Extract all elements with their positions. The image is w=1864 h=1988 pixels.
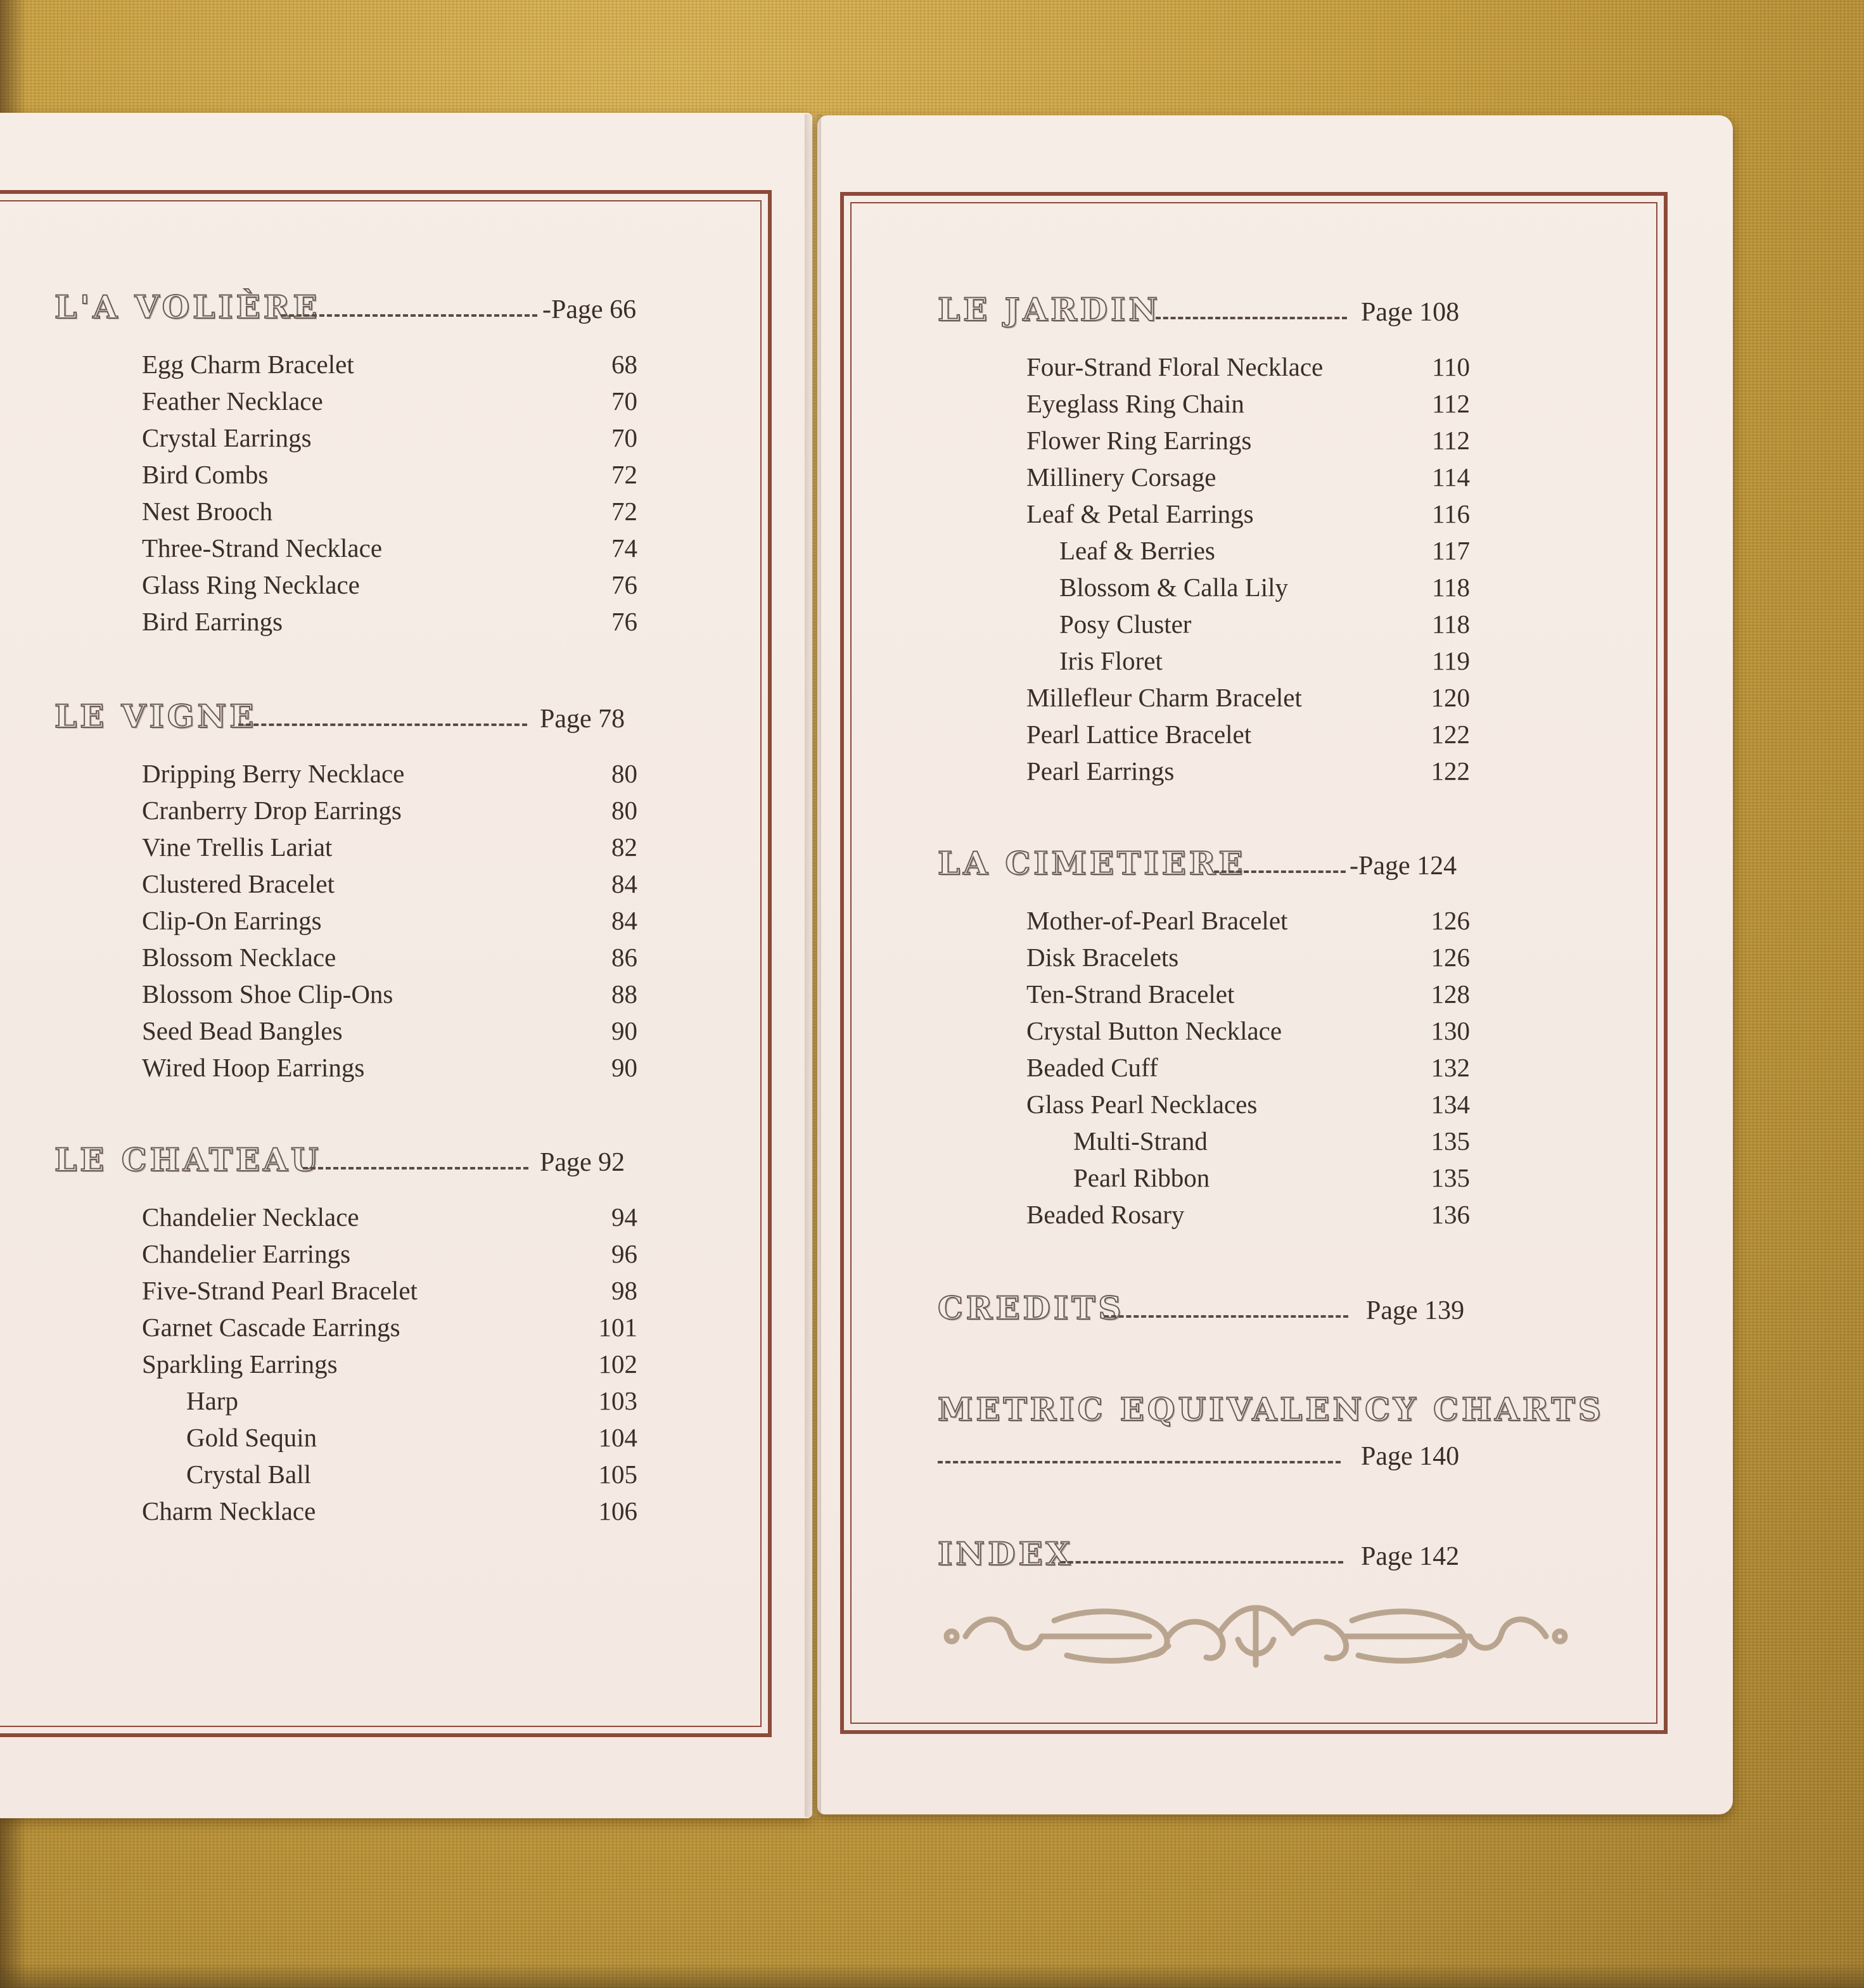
toc-entry[interactable] (1026, 941, 1470, 973)
toc-entry[interactable] (142, 758, 637, 789)
toc-entry[interactable] (1026, 1199, 1470, 1230)
toc-entry[interactable] (142, 941, 637, 973)
section-heading (938, 1387, 1604, 1428)
toc-entry[interactable] (142, 794, 637, 826)
entry-page-number: 132 (1431, 1053, 1470, 1082)
entry-title: Pearl Ribbon (1073, 1163, 1210, 1192)
entry-page-number: 88 (611, 979, 637, 1009)
dotted-leader (281, 314, 537, 317)
entry-title: Bird Combs (142, 460, 269, 489)
dotted-leader (1156, 317, 1347, 319)
entry-page-number: 72 (611, 497, 637, 526)
entry-title: Dripping Berry Necklace (142, 759, 405, 788)
entry-title: Chandelier Earrings (142, 1239, 351, 1268)
entry-page-number: 118 (1432, 609, 1470, 639)
entry-title: Sparkling Earrings (142, 1349, 338, 1379)
section-title: L'A VOLIÈRE (54, 288, 321, 326)
entry-page-number: 98 (611, 1276, 637, 1305)
section-title: LE VIGNE (54, 698, 257, 735)
toc-entry[interactable] (1026, 461, 1470, 493)
toc-subentry[interactable] (1073, 1162, 1470, 1194)
toc-entry[interactable] (142, 978, 637, 1010)
entry-title: Iris Floret (1059, 646, 1163, 675)
section-heading (54, 1138, 625, 1178)
toc-subentry[interactable] (1059, 535, 1470, 566)
entry-page-number: 104 (598, 1423, 637, 1452)
toc-entry[interactable] (142, 1495, 637, 1527)
toc-entry[interactable] (142, 1201, 637, 1233)
entry-title: Egg Charm Bracelet (142, 350, 354, 379)
entry-title: Leaf & Petal Earrings (1026, 499, 1254, 528)
entry-title: Chandelier Necklace (142, 1202, 359, 1232)
entry-page-number: 122 (1431, 720, 1470, 749)
entry-page-number: 120 (1431, 683, 1470, 712)
section-title: CREDITS (938, 1289, 1125, 1327)
toc-entry[interactable] (142, 831, 637, 863)
entry-page-number: 126 (1431, 906, 1470, 935)
toc-entry[interactable] (142, 532, 637, 564)
dotted-leader (238, 723, 527, 726)
entry-page-number: 94 (611, 1202, 637, 1232)
entry-title: Crystal Earrings (142, 423, 312, 452)
entry-title: Bird Earrings (142, 607, 283, 636)
dotted-leader (1214, 870, 1346, 873)
toc-entry[interactable] (142, 606, 637, 637)
entry-page-number: 105 (598, 1460, 637, 1489)
toc-subentry[interactable] (1059, 645, 1470, 677)
scrollwork-flourish-ornament (940, 1602, 1571, 1671)
entry-page-number: 117 (1432, 536, 1470, 565)
entry-page-number: 103 (598, 1386, 637, 1415)
entry-page-number: 130 (1431, 1016, 1470, 1045)
entry-title: Garnet Cascade Earrings (142, 1313, 400, 1342)
toc-subentry[interactable] (186, 1422, 637, 1453)
entry-page-number: 96 (611, 1239, 637, 1268)
entry-page-number: 116 (1432, 499, 1470, 528)
toc-entry[interactable] (142, 868, 637, 900)
entry-page-number: 70 (611, 386, 637, 416)
entry-page-number: 90 (611, 1053, 637, 1082)
entry-title: Pearl Earrings (1026, 756, 1175, 786)
dotted-leader (1061, 1561, 1343, 1564)
entry-page-number: 74 (611, 533, 637, 563)
toc-entry[interactable] (1026, 978, 1470, 1010)
entry-title: Clip-On Earrings (142, 906, 322, 935)
entry-title: Beaded Cuff (1026, 1053, 1158, 1082)
entry-title: Three-Strand Necklace (142, 533, 383, 563)
entry-title: Millefleur Charm Bracelet (1026, 683, 1302, 712)
entry-page-number: 135 (1431, 1126, 1470, 1156)
entry-page-number: 135 (1431, 1163, 1470, 1192)
entry-title: Blossom & Calla Lily (1059, 573, 1289, 602)
entry-page-number: 122 (1431, 756, 1470, 786)
toc-entry[interactable] (142, 569, 637, 601)
entry-title: Vine Trellis Lariat (142, 832, 333, 862)
section-title: LA CIMETIERE (938, 844, 1246, 882)
entry-page-number: 114 (1432, 462, 1470, 492)
entry-page-number: 68 (611, 350, 637, 379)
section-title: INDEX (938, 1535, 1074, 1572)
entry-page-number: 110 (1432, 352, 1470, 381)
entry-title: Beaded Rosary (1026, 1200, 1185, 1229)
entry-page-number: 101 (598, 1313, 637, 1342)
entry-title: Gold Sequin (186, 1423, 317, 1452)
toc-entry[interactable] (1026, 718, 1470, 750)
section-page-ref: Page 142 (1361, 1542, 1460, 1571)
entry-page-number: 112 (1432, 426, 1470, 455)
toc-entry[interactable] (1026, 424, 1470, 456)
entry-title: Multi-Strand (1073, 1126, 1208, 1156)
entry-title: Clustered Bracelet (142, 869, 335, 898)
toc-entry[interactable] (1026, 905, 1470, 936)
section-heading (938, 288, 1470, 326)
section-page-ref: Page 78 (540, 704, 625, 734)
entry-page-number: 86 (611, 943, 637, 972)
entry-title: Feather Necklace (142, 386, 323, 416)
toc-subentry[interactable] (1059, 608, 1470, 640)
toc-entry[interactable] (1026, 682, 1470, 713)
entry-page-number: 102 (598, 1349, 637, 1379)
toc-entry[interactable] (142, 495, 637, 527)
toc-subentry[interactable] (1073, 1125, 1470, 1157)
entry-page-number: 76 (611, 607, 637, 636)
entry-page-number: 126 (1431, 943, 1470, 972)
toc-entry[interactable] (142, 1238, 637, 1270)
entry-title: Mother-of-Pearl Bracelet (1026, 906, 1288, 935)
dotted-leader (303, 1167, 528, 1169)
entry-title: Five-Strand Pearl Bracelet (142, 1276, 418, 1305)
toc-entry[interactable] (142, 1275, 637, 1306)
section-page-ref: Page 108 (1361, 298, 1460, 327)
section-heading (938, 841, 1470, 882)
entry-page-number: 134 (1431, 1090, 1470, 1119)
entry-page-number: 84 (611, 906, 637, 935)
entry-title: Four-Strand Floral Necklace (1026, 352, 1324, 381)
section-heading (938, 1532, 1470, 1570)
entry-page-number: 118 (1432, 573, 1470, 602)
entry-title: Crystal Button Necklace (1026, 1016, 1282, 1045)
section-page-ref: Page 92 (540, 1148, 625, 1177)
entry-page-number: 80 (611, 759, 637, 788)
toc-entry[interactable] (142, 905, 637, 936)
toc-entry[interactable] (142, 1052, 637, 1083)
entry-page-number: 90 (611, 1016, 637, 1045)
entry-page-number: 80 (611, 796, 637, 825)
toc-entry[interactable] (142, 1348, 637, 1380)
toc-entry[interactable] (1026, 1052, 1470, 1083)
entry-title: Charm Necklace (142, 1496, 316, 1526)
entry-title: Nest Brooch (142, 497, 273, 526)
entry-title: Harp (186, 1386, 238, 1415)
section-heading (54, 694, 625, 735)
entry-page-number: 76 (611, 570, 637, 599)
entry-title: Cranberry Drop Earrings (142, 796, 402, 825)
toc-section-credits[interactable] (938, 1286, 1470, 1327)
entry-title: Glass Ring Necklace (142, 570, 360, 599)
section-title: LE JARDIN (938, 291, 1161, 328)
toc-section-index[interactable] (938, 1532, 1470, 1572)
toc-subentry[interactable] (186, 1385, 637, 1417)
toc-entry[interactable] (142, 348, 637, 380)
toc-section-metric-equivalency-charts[interactable] (938, 1387, 1604, 1476)
entry-page-number: 82 (611, 832, 637, 862)
entry-title: Pearl Lattice Bracelet (1026, 720, 1252, 749)
entry-page-number: 128 (1431, 979, 1470, 1009)
entry-title: Seed Bead Bangles (142, 1016, 343, 1045)
entry-page-number: 84 (611, 869, 637, 898)
fabric-bottom-shadow (0, 1963, 1864, 1988)
entry-title: Blossom Necklace (142, 943, 336, 972)
entry-page-number: 119 (1432, 646, 1470, 675)
section-heading (54, 285, 637, 326)
toc-entry[interactable] (1026, 1015, 1470, 1047)
section-page-ref: Page 140 (1361, 1442, 1460, 1471)
toc-entry[interactable] (142, 1311, 637, 1343)
toc-entry[interactable] (142, 1015, 637, 1047)
entry-title: Wired Hoop Earrings (142, 1053, 365, 1082)
section-page-ref: -Page 66 (542, 295, 637, 324)
toc-entry[interactable] (1026, 755, 1470, 787)
entry-page-number: 106 (598, 1496, 637, 1526)
entry-page-number: 136 (1431, 1200, 1470, 1229)
toc-entry[interactable] (1026, 498, 1470, 530)
entry-title: Leaf & Berries (1059, 536, 1215, 565)
entry-title: Flower Ring Earrings (1026, 426, 1252, 455)
entry-title: Crystal Ball (186, 1460, 312, 1489)
section-heading (938, 1286, 1470, 1327)
toc-entry[interactable] (142, 459, 637, 490)
dotted-leader (1104, 1315, 1348, 1318)
toc-subentry[interactable] (186, 1458, 637, 1490)
entry-title: Millinery Corsage (1026, 462, 1216, 492)
entry-title: Ten-Strand Bracelet (1026, 979, 1235, 1009)
entry-title: Posy Cluster (1059, 609, 1192, 639)
book-spine (805, 114, 821, 1817)
toc-entry[interactable] (142, 385, 637, 417)
entry-title: Eyeglass Ring Chain (1026, 389, 1244, 418)
entry-page-number: 112 (1432, 389, 1470, 418)
section-page-ref: -Page 124 (1350, 851, 1457, 881)
section-heading-continuation (938, 1432, 1470, 1470)
dotted-leader (938, 1461, 1341, 1463)
toc-entry[interactable] (1026, 1088, 1470, 1120)
entry-title: Blossom Shoe Clip-Ons (142, 979, 393, 1009)
toc-entry[interactable] (142, 422, 637, 454)
toc-entry[interactable] (1026, 351, 1470, 383)
entry-page-number: 72 (611, 460, 637, 489)
entry-title: Glass Pearl Necklaces (1026, 1090, 1258, 1119)
section-page-ref: Page 139 (1366, 1296, 1465, 1325)
entry-title: Disk Bracelets (1026, 943, 1179, 972)
section-title: LE CHATEAU (54, 1141, 322, 1178)
entry-page-number: 70 (611, 423, 637, 452)
toc-subentry[interactable] (1059, 571, 1470, 603)
toc-entry[interactable] (1026, 388, 1470, 419)
section-title: METRIC EQUIVALENCY CHARTS (938, 1391, 1604, 1428)
